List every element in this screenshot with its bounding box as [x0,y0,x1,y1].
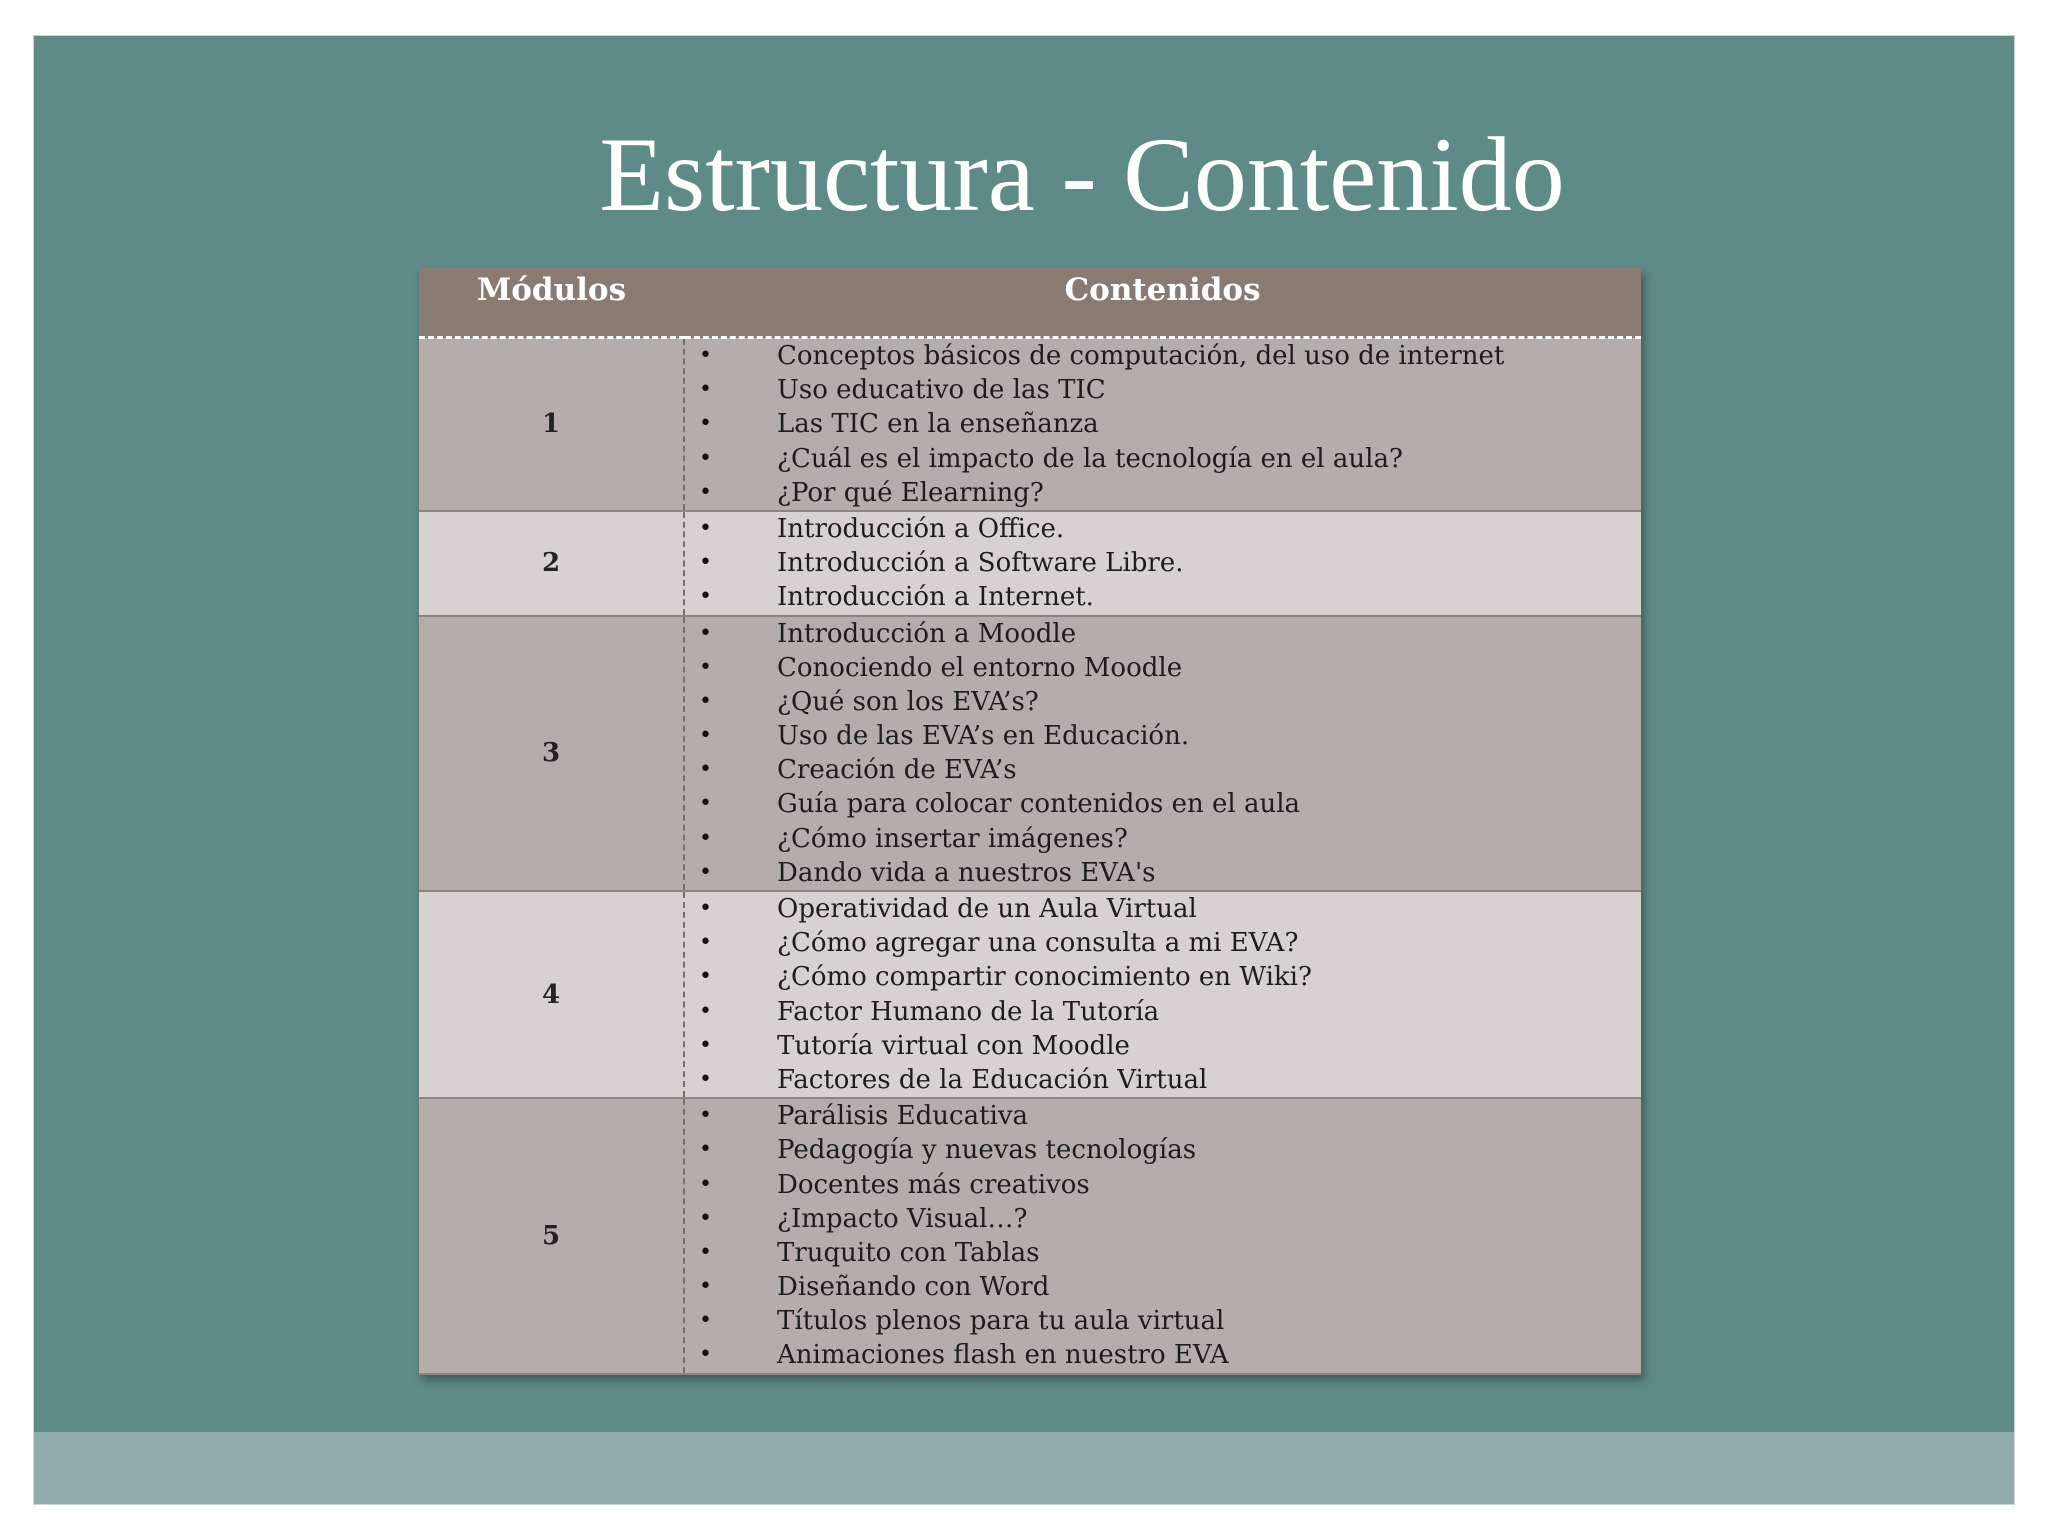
module-topics-cell [684,616,1641,892]
list-item [685,856,1641,890]
topic-list [685,339,1641,510]
modules-content-table [419,268,1641,1375]
topic-text: Conceptos básicos de computación, del uso de internet [777,341,1505,371]
topic-list [685,1099,1641,1373]
bullet-icon: • [699,998,712,1024]
topic-list [685,892,1641,1097]
topic-text: Introducción a Internet. [777,582,1094,613]
module-topics-cell [684,338,1641,511]
list-item [685,1133,1641,1167]
list-item [685,339,1641,373]
topic-text: Uso educativo de las TIC [777,375,1106,406]
topic-text: ¿Cómo insertar imágenes? [777,823,1128,854]
list-item [685,1202,1641,1236]
table-row [419,338,1641,511]
module-number: 3 [419,616,684,892]
bullet-icon: • [699,1274,712,1300]
list-item [685,926,1641,960]
topic-text: Títulos plenos para tu aula virtual [777,1306,1225,1337]
table-body [419,338,1641,1374]
bullet-icon: • [699,964,712,990]
bullet-icon: • [699,723,712,749]
module-topics-cell [684,891,1641,1098]
list-item [685,1304,1641,1338]
list-item [685,580,1641,614]
topic-text: Las TIC en la enseñanza [777,409,1099,440]
bullet-icon: • [699,620,712,646]
bullet-icon: • [699,1308,712,1334]
list-item [685,1236,1641,1270]
topic-text: Pedagogía y nuevas tecnologías [777,1135,1197,1166]
topic-text: Dando vida a nuestros EVA's [777,857,1156,888]
module-number: 1 [419,338,684,511]
bullet-icon: • [699,930,712,956]
bullet-icon: • [699,343,712,368]
bullet-icon: • [699,654,712,680]
list-item [685,1270,1641,1304]
list-item [685,373,1641,407]
bullet-icon: • [699,757,712,783]
topic-list [685,617,1641,891]
module-topics-cell [684,511,1641,616]
module-number: 4 [419,891,684,1098]
bullet-icon: • [699,791,712,817]
list-item [685,787,1641,821]
topic-text: Docentes más creativos [777,1169,1090,1200]
list-item [685,685,1641,719]
bullet-icon: • [699,1171,712,1197]
bullet-icon: • [699,859,712,885]
module-topics-cell [684,1098,1641,1374]
list-item [685,822,1641,856]
bullet-icon: • [699,550,712,576]
bullet-icon: • [699,825,712,851]
bullet-icon: • [699,377,712,403]
header-modules: Módulos [419,268,684,338]
topic-text: Operatividad de un Aula Virtual [777,894,1197,924]
bullet-icon: • [699,411,712,437]
topic-text: Conociendo el entorno Moodle [777,652,1183,683]
topic-text: Guía para colocar contenidos en el aula [777,789,1301,820]
topic-text: Uso de las EVA’s en Educación. [777,721,1190,752]
topic-text: ¿Qué son los EVA’s? [777,686,1039,717]
slide [33,35,2015,1505]
bullet-icon: • [699,688,712,714]
bullet-icon: • [699,1342,712,1368]
topic-list [685,512,1641,615]
list-item [685,1168,1641,1202]
list-item [685,1029,1641,1063]
module-number: 2 [419,511,684,616]
topic-text: Truquito con Tablas [777,1237,1040,1268]
list-item [685,407,1641,441]
table-header-row [419,268,1641,338]
topic-text: ¿Cómo agregar una consulta a mi EVA? [777,928,1299,959]
list-item [685,512,1641,546]
list-item [685,719,1641,753]
topic-text: Animaciones flash en nuestro EVA [777,1340,1229,1371]
table-row [419,511,1641,616]
topic-text: Introducción a Moodle [777,618,1077,649]
header-contents: Contenidos [684,268,1641,338]
table-row [419,891,1641,1098]
table-row [419,1098,1641,1374]
bullet-icon: • [699,1239,712,1265]
table-row [419,616,1641,892]
topic-text: ¿Cuál es el impacto de la tecnología en el aula? [777,443,1403,474]
list-item [685,1063,1641,1097]
list-item [685,1099,1641,1133]
list-item [685,892,1641,926]
list-item [685,651,1641,685]
bullet-icon: • [699,445,712,471]
bullet-icon: • [699,1066,712,1092]
list-item [685,753,1641,787]
topic-text: ¿Cómo compartir conocimiento en Wiki? [777,962,1312,993]
topic-text: Parálisis Educativa [777,1101,1029,1132]
bullet-icon: • [699,1103,712,1129]
topic-text: Introducción a Office. [777,513,1065,544]
bullet-icon: • [699,896,712,921]
modules-table [419,268,1641,1375]
list-item [685,617,1641,651]
bullet-icon: • [699,1137,712,1163]
list-item [685,442,1641,476]
slide-title: Estructura - Contenido [599,116,1565,233]
list-item [685,960,1641,994]
list-item [685,476,1641,510]
topic-text: Factores de la Educación Virtual [777,1064,1208,1095]
bullet-icon: • [699,584,712,610]
topic-text: Tutoría virtual con Moodle [777,1030,1130,1061]
list-item [685,546,1641,580]
bullet-icon: • [699,515,712,541]
topic-text: Creación de EVA’s [777,755,1017,786]
module-number: 5 [419,1098,684,1374]
footer-band [34,1432,2014,1504]
bullet-icon: • [699,1032,712,1058]
list-item [685,995,1641,1029]
list-item [685,1338,1641,1372]
topic-text: Factor Humano de la Tutoría [777,996,1160,1027]
topic-text: ¿Por qué Elearning? [777,477,1044,508]
topic-text: ¿Impacto Visual…? [777,1203,1028,1234]
topic-text: Introducción a Software Libre. [777,548,1184,579]
bullet-icon: • [699,479,712,505]
bullet-icon: • [699,1205,712,1231]
topic-text: Diseñando con Word [777,1272,1050,1303]
